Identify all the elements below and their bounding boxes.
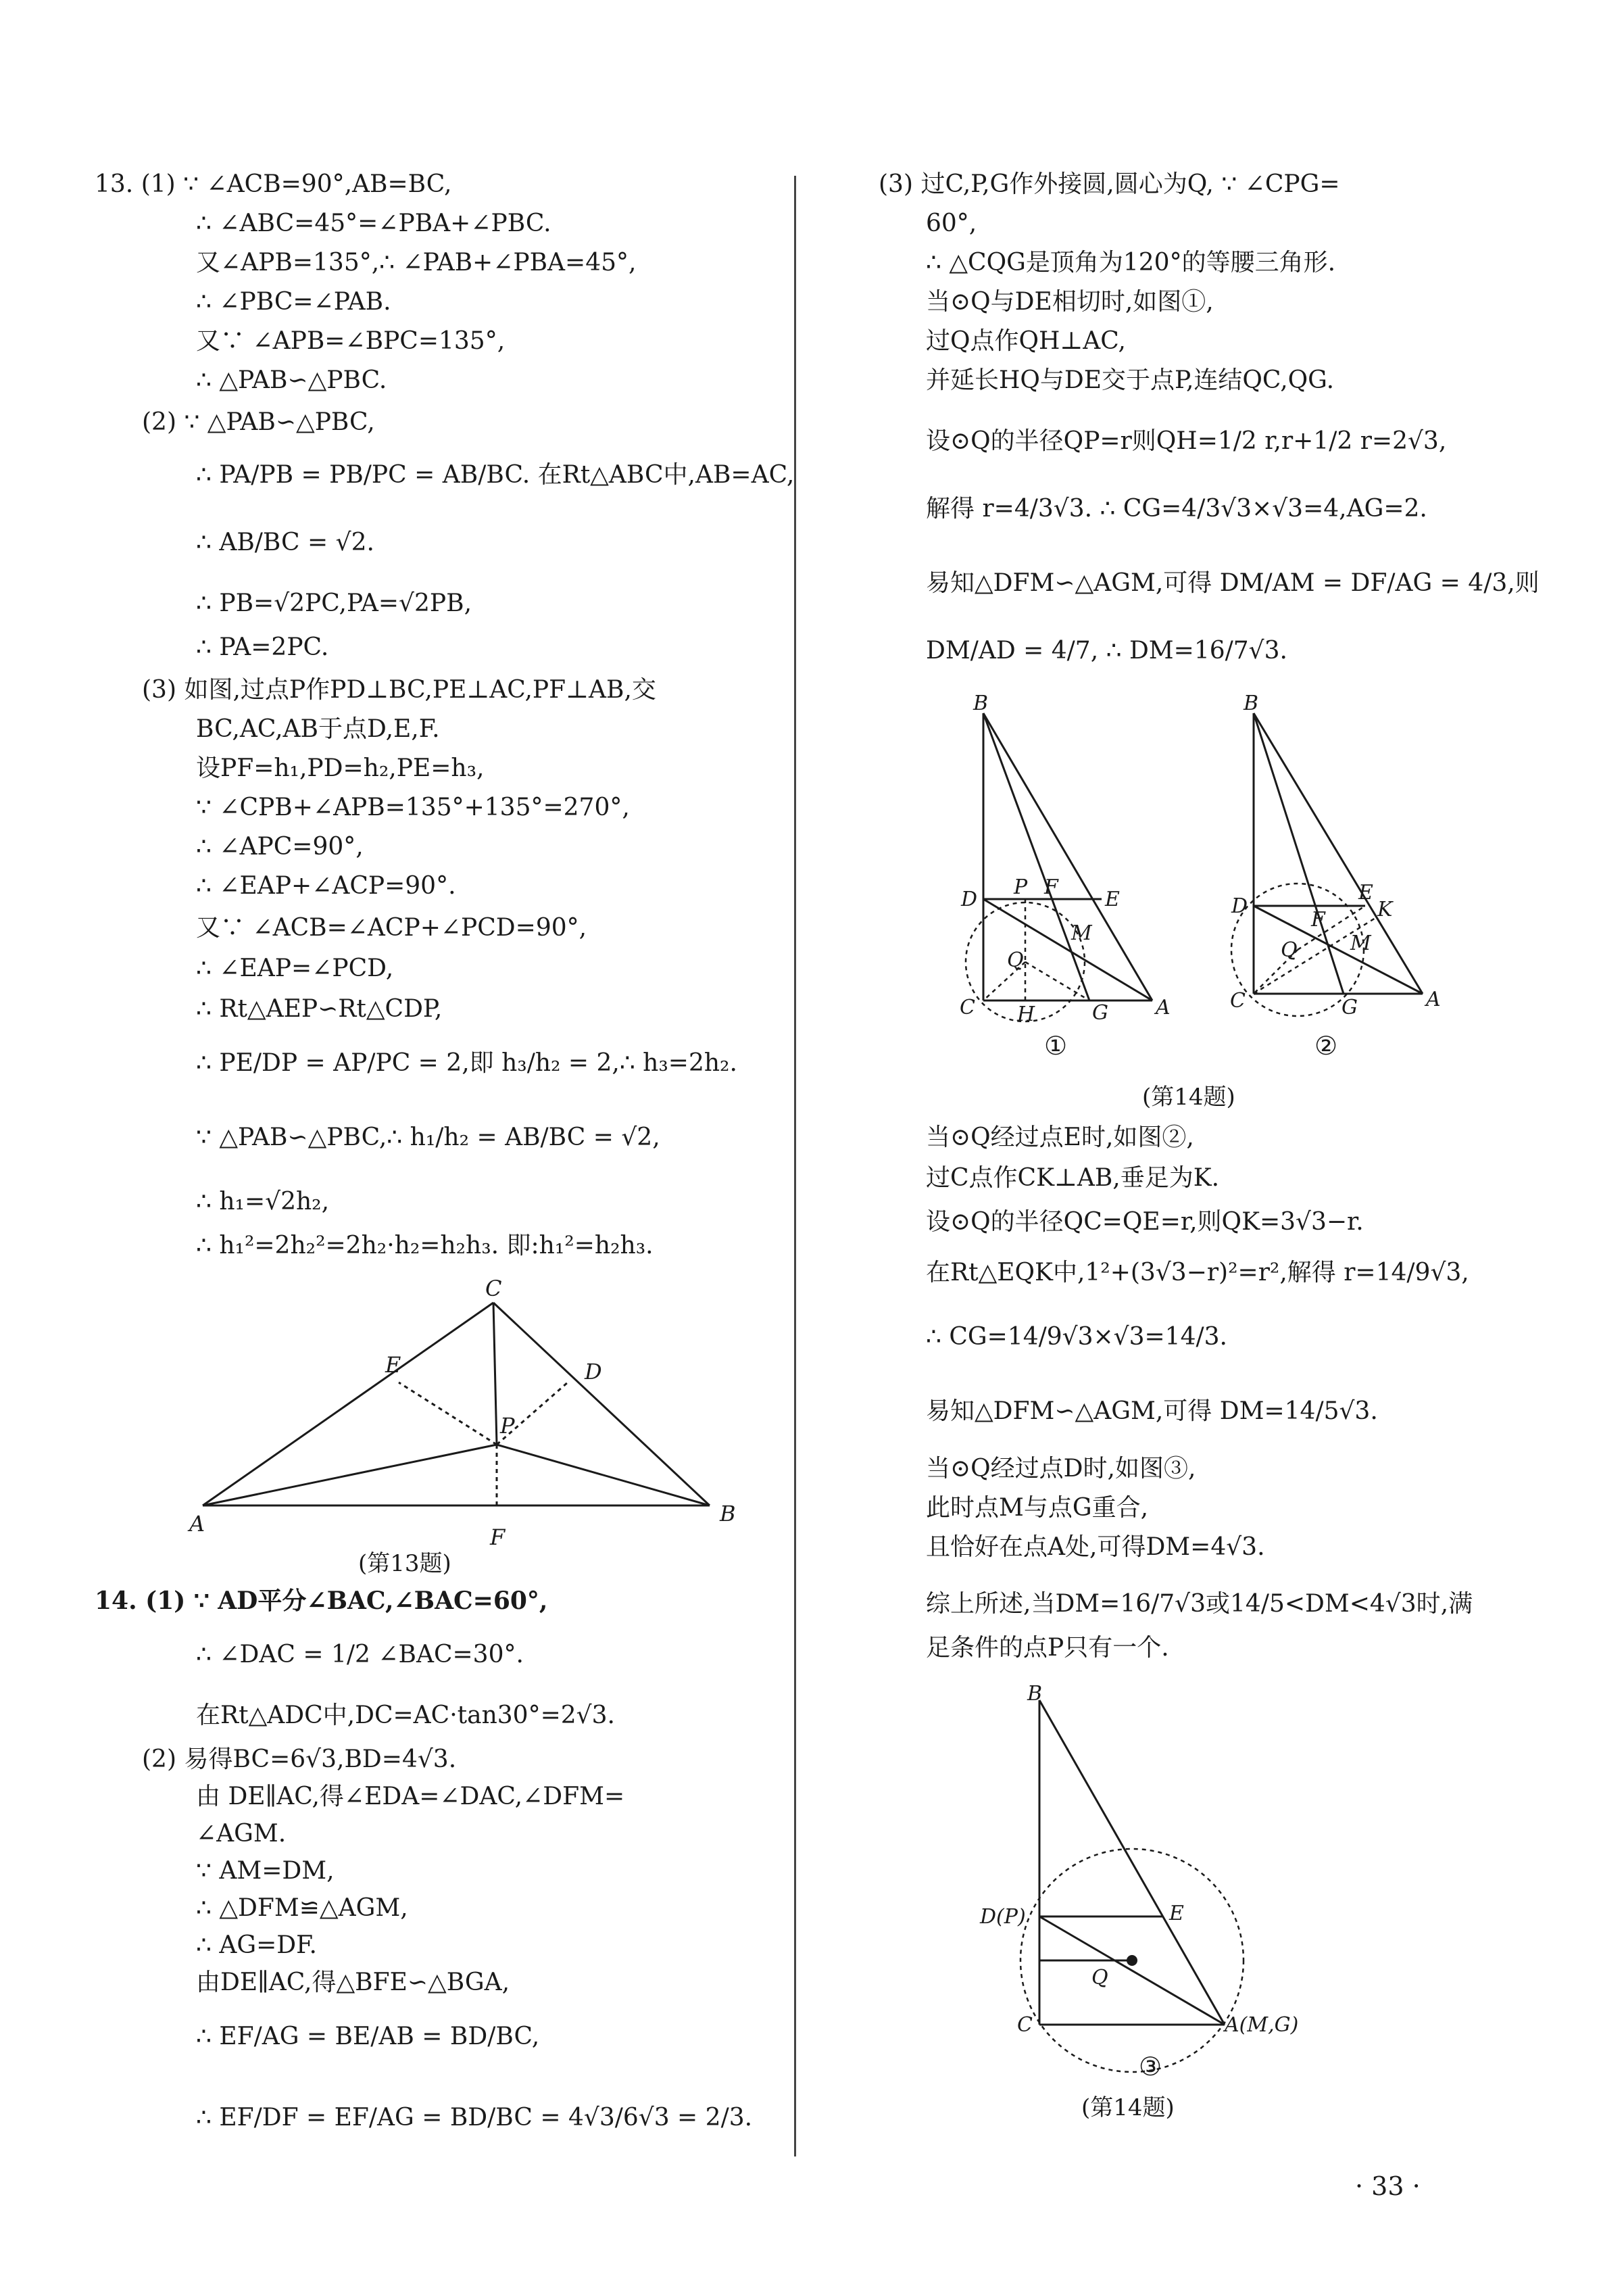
solution-line: ∴ △PAB∽△PBC.: [196, 366, 387, 394]
label-B: B: [973, 692, 989, 715]
label-E: E: [1358, 881, 1373, 905]
figure-14-1-number: ①: [1044, 1031, 1068, 1061]
label-B: B: [1027, 1682, 1043, 1706]
solution-line: 过C点作CK⊥AB,垂足为K.: [926, 1164, 1220, 1192]
label-G: G: [1342, 996, 1358, 1019]
label-K: K: [1377, 898, 1393, 921]
label-Q: Q: [1091, 1966, 1108, 1989]
solution-line: 在Rt△ADC中,DC=AC·tan30°=2√3.: [196, 1702, 615, 1729]
label-C: C: [960, 996, 975, 1019]
solution-line: (3) 如图,过点P作PD⊥BC,PE⊥AC,PF⊥AB,交: [142, 676, 656, 704]
solution-line: 设⊙Q的半径QP=r则QH=1/2 r,r+1/2 r=2√3,: [926, 427, 1447, 455]
label-A: A: [1426, 988, 1441, 1011]
label-Q: Q: [1007, 948, 1024, 972]
segment-BG: [983, 713, 1089, 1000]
solution-line: 综上所述,当DM=16/7√3或14/5<DM<4√3时,满: [926, 1590, 1473, 1618]
solution-line: ∴ PB=√2PC,PA=√2PB,: [196, 589, 472, 617]
segment-BG: [1254, 713, 1344, 994]
solution-line: 解得 r=4/3√3. ∴ CG=4/3√3×√3=4,AG=2.: [926, 495, 1427, 523]
segment-CP: [493, 1303, 497, 1445]
figure-14-3-caption: (第14题): [1081, 2094, 1175, 2121]
solution-line: 易知△DFM∽△AGM,可得 DM=14/5√3.: [926, 1397, 1378, 1425]
label-C: C: [1230, 989, 1246, 1013]
solution-line: 且恰好在点A处,可得DM=4√3.: [926, 1533, 1265, 1561]
label-D: D: [1231, 894, 1248, 918]
label-AMG: A(M,G): [1225, 2013, 1299, 2037]
solution-line: 过Q点作QH⊥AC,: [926, 327, 1126, 355]
label-F: F: [1311, 908, 1325, 932]
solution-line: ∴ AB/BC = √2.: [196, 529, 374, 556]
solution-line: DM/AD = 4/7, ∴ DM=16/7√3.: [926, 637, 1287, 665]
label-A: A: [1156, 996, 1171, 1019]
solution-line: ∴ ∠PBC=∠PAB.: [196, 288, 391, 316]
label-D: D: [961, 888, 978, 911]
label-H: H: [1017, 1003, 1035, 1026]
solution-line: (2) 易得BC=6√3,BD=4√3.: [142, 1745, 457, 1773]
label-A: A: [189, 1511, 205, 1537]
solution-line: 设⊙Q的半径QC=QE=r,则QK=3√3−r.: [926, 1208, 1364, 1236]
segment-QG: [1025, 962, 1089, 1000]
solution-line: 又∠APB=135°,∴ ∠PAB+∠PBA=45°,: [196, 249, 637, 276]
figure-13: [189, 1268, 764, 1565]
page-number: · 33 ·: [1355, 2171, 1421, 2201]
label-E: E: [385, 1352, 401, 1378]
label-B: B: [720, 1501, 736, 1526]
solution-line: 13. (1) ∵ ∠ACB=90°,AB=BC,: [95, 170, 452, 198]
figure-14-caption: (第14题): [1142, 1084, 1235, 1111]
label-C: C: [485, 1276, 502, 1301]
label-D: D: [585, 1359, 602, 1384]
label-F: F: [1044, 875, 1058, 899]
segment-PE: [399, 1382, 497, 1445]
solution-line: ∴ ∠EAP=∠PCD,: [196, 955, 394, 982]
solution-line: 当⊙Q与DE相切时,如图①,: [926, 288, 1214, 316]
label-M: M: [1071, 921, 1092, 945]
figure-14-3-number: ③: [1139, 2052, 1162, 2081]
label-E: E: [1169, 1902, 1184, 1925]
solution-line: 当⊙Q经过点E时,如图②,: [926, 1124, 1194, 1151]
solution-line: (3) 过C,P,G作外接圆,圆心为Q, ∵ ∠CPG=: [879, 170, 1340, 198]
solution-line: BC,AC,AB于点D,E,F.: [196, 715, 440, 743]
solution-line: ∴ CG=14/9√3×√3=14/3.: [926, 1323, 1227, 1351]
solution-line: ∴ ∠ABC=45°=∠PBA+∠PBC.: [196, 210, 551, 237]
label-C: C: [1017, 2013, 1033, 2037]
solution-line: ∴ △CQG是顶角为120°的等腰三角形.: [926, 249, 1336, 276]
solution-line: ∴ △DFM≌△AGM,: [196, 1894, 408, 1922]
solution-line: ∵ △PAB∽△PBC,∴ h₁/h₂ = AB/BC = √2,: [196, 1124, 660, 1151]
figure-14-2: [1203, 676, 1487, 1019]
solution-line: 由 DE∥AC,得∠EDA=∠DAC,∠DFM=: [196, 1783, 625, 1810]
solution-line: ∴ h₁=√2h₂,: [196, 1188, 330, 1215]
solution-line: ∴ h₁²=2h₂²=2h₂·h₂=h₂h₃. 即:h₁²=h₂h₃.: [196, 1232, 654, 1259]
solution-line: ∵ AM=DM,: [196, 1857, 335, 1885]
column-divider: [794, 176, 796, 2156]
solution-line: ∴ PE/DP = AP/PC = 2,即 h₃/h₂ = 2,∴ h₃=2h₂.: [196, 1049, 737, 1077]
figure-14-2-number: ②: [1314, 1031, 1338, 1061]
label-B: B: [1244, 692, 1259, 715]
solution-line: ∴ EF/DF = EF/AG = BD/BC = 4√3/6√3 = 2/3.: [196, 2104, 753, 2131]
solution-line: (2) ∵ △PAB∽△PBC,: [142, 408, 375, 436]
solution-line: 又∵ ∠APB=∠BPC=135°,: [196, 327, 506, 355]
solution-line: 由DE∥AC,得△BFE∽△BGA,: [196, 1969, 510, 1996]
label-M: M: [1350, 932, 1371, 955]
solution-line: ∴ ∠EAP+∠ACP=90°.: [196, 872, 456, 900]
solution-line: 在Rt△EQK中,1²+(3√3−r)²=r²,解得 r=14/9√3,: [926, 1259, 1469, 1286]
solution-line: 此时点M与点G重合,: [926, 1494, 1149, 1522]
solution-line: ∴ EF/AG = BE/AB = BD/BC,: [196, 2023, 540, 2050]
solution-line: 14. (1) ∵ AD平分∠BAC,∠BAC=60°,: [95, 1587, 548, 1615]
label-DP: D(P): [980, 1905, 1026, 1929]
solution-line: 并延长HQ与DE交于点P,连结QC,QG.: [926, 366, 1335, 394]
figure-14-1: [919, 676, 1189, 1026]
solution-line: 足条件的点P只有一个.: [926, 1634, 1169, 1662]
solution-line: ∠AGM.: [196, 1820, 287, 1848]
segment-DA: [1039, 1916, 1225, 2025]
label-P: P: [500, 1413, 515, 1439]
segment-BA: [1254, 713, 1423, 994]
solution-line: ∴ Rt△AEP∽Rt△CDP,: [196, 995, 443, 1023]
figure-14-3: [980, 1682, 1304, 2106]
solution-line: 又∵ ∠ACB=∠ACP+∠PCD=90°,: [196, 914, 587, 942]
label-G: G: [1092, 1001, 1108, 1025]
label-Q: Q: [1281, 938, 1298, 962]
solution-line: ∴ ∠DAC = 1/2 ∠BAC=30°.: [196, 1641, 524, 1668]
solution-line: ∴ ∠APC=90°,: [196, 833, 364, 861]
label-P: P: [1014, 875, 1028, 899]
solution-line: ∴ PA/PB = PB/PC = AB/BC. 在Rt△ABC中,AB=AC,: [196, 461, 795, 489]
label-F: F: [490, 1524, 506, 1550]
segment-BA: [1039, 1700, 1225, 2025]
solution-line: 设PF=h₁,PD=h₂,PE=h₃,: [196, 754, 485, 782]
solution-line: ∵ ∠CPB+∠APB=135°+135°=270°,: [196, 794, 630, 821]
label-E: E: [1105, 888, 1120, 911]
solution-line: 当⊙Q经过点D时,如图③,: [926, 1455, 1196, 1482]
figure-13-caption: (第13题): [358, 1550, 451, 1577]
solution-line: ∴ PA=2PC.: [196, 633, 329, 661]
solution-line: 60°,: [926, 210, 977, 237]
solution-line: ∴ AG=DF.: [196, 1931, 317, 1959]
solution-line: 易知△DFM∽△AGM,可得 DM/AM = DF/AG = 4/3,则: [926, 569, 1540, 597]
